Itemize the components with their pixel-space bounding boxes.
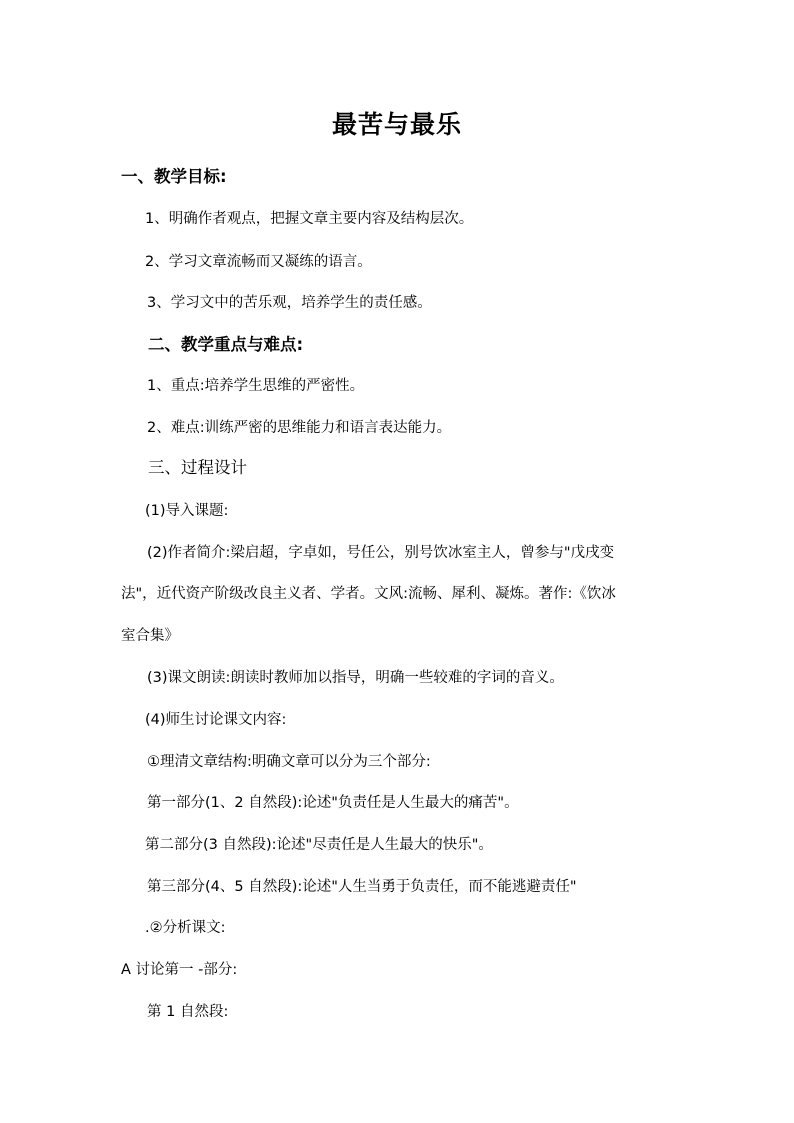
process-step-4: (4)师生讨论课文内容: <box>145 712 287 728</box>
process-step-2-line-2: 法"，近代资产阶级改良主义者、学者。文风:流畅、犀利、凝炼。著作:《饮冰 <box>121 586 616 602</box>
section-heading-process: 三、过程设计 <box>148 458 247 477</box>
structure-intro: ①理清文章结构:明确文章可以分为三个部分: <box>147 754 431 770</box>
process-step-2-line-1: (2)作者简介:梁启超，字卓如，号任公，别号饮冰室主人，曾参与"戊戌变 <box>147 545 615 561</box>
objective-item-1: 1、明确作者观点，把握文章主要内容及结构层次。 <box>145 211 474 227</box>
process-step-3: (3)课文朗读:朗读时教师加以指导，明确一些较难的字词的音义。 <box>147 670 564 686</box>
objective-item-3: 3、学习文中的苦乐观，培养学生的责任感。 <box>147 295 432 311</box>
section-heading-key-points: 二、教学重点与难点: <box>148 335 304 354</box>
structure-part-2: 第二部分(3 自然段):论述"尽责任是人生最大的快乐"。 <box>145 837 493 853</box>
process-step-2-line-3: 室合集》 <box>121 628 179 644</box>
analysis-paragraph-1: 第 1 自然段: <box>147 1004 229 1020</box>
key-point-item-2: 2、难点:训练严密的思维能力和语言表达能力。 <box>147 420 452 436</box>
structure-part-1: 第一部分(1、2 自然段):论述"负责任是人生最大的痛苦"。 <box>147 795 519 811</box>
analysis-part-a: A 讨论第一 -部分: <box>121 962 238 978</box>
key-point-item-1: 1、重点:培养学生思维的严密性。 <box>147 378 365 394</box>
objective-item-2: 2、学习文章流畅而又凝练的语言。 <box>145 254 372 270</box>
process-step-1: (1)导入课题: <box>145 503 229 519</box>
structure-part-3: 第三部分(4、5 自然段):论述"人生当勇于负责任，而不能逃避责任" <box>147 879 577 895</box>
analysis-heading: .②分析课文: <box>145 920 226 936</box>
section-heading-objectives: 一、教学目标: <box>121 167 227 186</box>
document-title: 最苦与最乐 <box>331 110 462 139</box>
